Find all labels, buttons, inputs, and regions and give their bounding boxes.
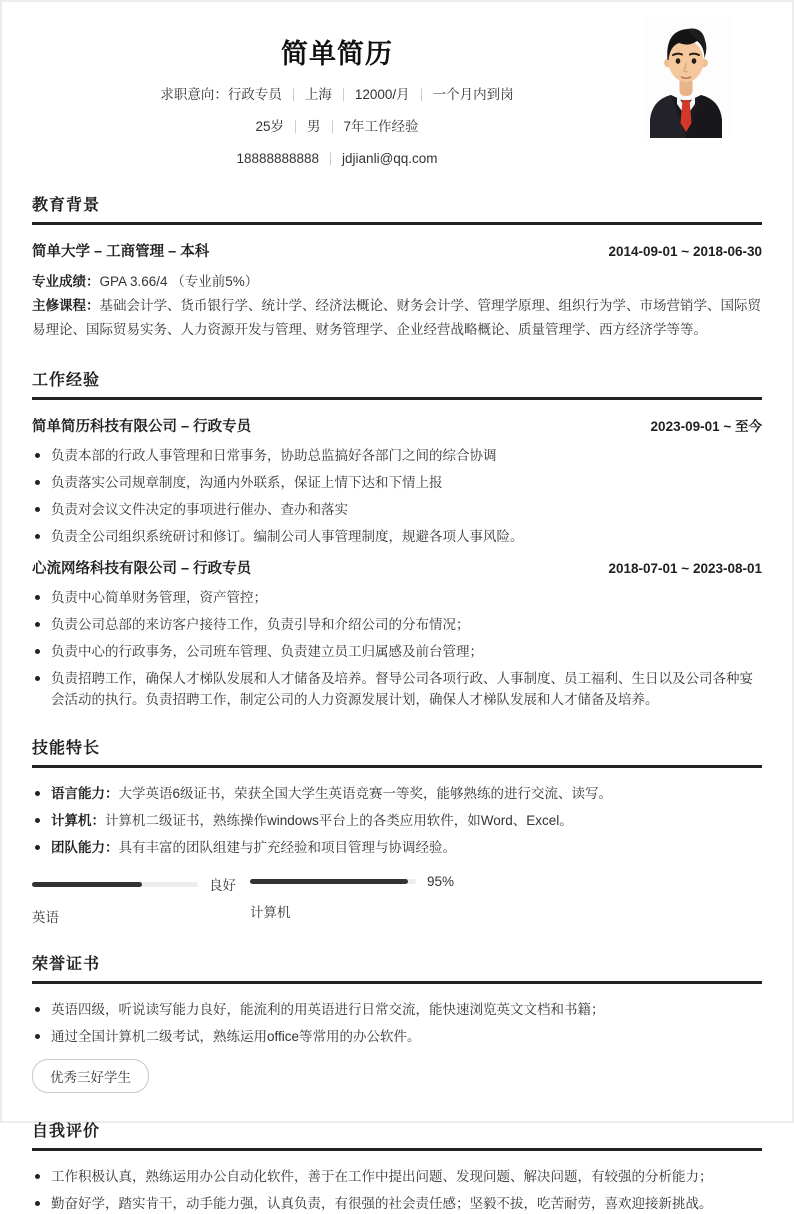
- section-education: [32, 192, 762, 342]
- job-duty: 负责中心简单财务管理，资产管控；: [32, 587, 762, 608]
- intent-salary: 12000/月: [354, 87, 410, 102]
- email-address: jdjianli@qq.com: [342, 151, 438, 166]
- job-duty: 负责对会议文件决定的事项进行催办、查办和落实: [32, 499, 762, 520]
- separator: [330, 152, 331, 165]
- age: 25岁: [255, 119, 284, 134]
- job-duty: 负责招聘工作，确保人才梯队发展和人才储备及培养。督导公司各项行政、人事制度、员工福利、生日以及公司各种宴会活动的执行。负责招聘工作，制定公司的人力资源发展计划，确保人才梯队发展和人才储备及培养。: [32, 668, 762, 710]
- contact-line-intent: [32, 86, 642, 103]
- skill-bars-row: [32, 874, 762, 926]
- skill-level-label: 良好: [209, 878, 236, 893]
- evaluation-item: 勤奋好学，踏实肯干，动手能力强，认真负责，有很强的社会责任感；坚毅不拔，吃苦耐劳，喜欢迎接新挑战。: [32, 1193, 762, 1214]
- section-divider: [32, 222, 762, 225]
- section-honors: [32, 951, 762, 1093]
- job-date-range: 2023-09-01 ~ 至今: [650, 419, 762, 434]
- skill-text: 大学英语6级证书，荣获全国大学生英语竞赛一等奖，能够熟练的进行交流、读写。: [118, 786, 613, 801]
- skill-text: 计算机二级证书，熟练操作windows平台上的各类应用软件，如Word、Excel。: [105, 813, 573, 828]
- section-experience: [32, 367, 762, 710]
- section-title: 教育背景: [32, 197, 101, 214]
- skill-bar-computer: [250, 874, 468, 926]
- skill-level-label: 95%: [427, 874, 455, 889]
- job-duty: 负责落实公司规章制度，沟通内外联系，保证上情下达和下情上报: [32, 472, 762, 493]
- progress-bar-track: [250, 879, 416, 884]
- work-years: 7年工作经验: [343, 119, 419, 134]
- section-title: 荣誉证书: [32, 956, 101, 973]
- profile-photo: [642, 16, 730, 138]
- section-divider: [32, 397, 762, 400]
- job-entry-header: [32, 415, 762, 436]
- honors-list: [32, 999, 762, 1047]
- education-entry-header: [32, 240, 762, 261]
- gpa-line: [32, 270, 762, 294]
- separator: [332, 120, 333, 133]
- progress-bar-fill: [32, 882, 142, 887]
- separator: [343, 88, 344, 101]
- section-divider: [32, 981, 762, 984]
- skill-label: 团队能力：: [51, 840, 119, 855]
- section-skills: [32, 735, 762, 926]
- courses-value: 基础会计学、货币银行学、统计学、经济法概论、财务会计学、管理学原理、组织行为学、市场营销学、国际贸易理论、国际贸易实务、人力资源开发与管理、财务管理学、企业经营战略概论、质量管理学、西方经济学等等。: [32, 298, 761, 337]
- intent-city: 上海: [304, 87, 332, 102]
- education-date-range: 2014-09-01 ~ 2018-06-30: [608, 244, 762, 259]
- honor-item: 通过全国计算机二级考试，熟练运用office等常用的办公软件。: [32, 1026, 762, 1047]
- courses-label: 主修课程：: [32, 298, 100, 313]
- contact-line-profile: [32, 118, 642, 135]
- separator: [295, 120, 296, 133]
- header-main: [32, 24, 642, 167]
- separator: [293, 88, 294, 101]
- skills-list: [32, 783, 762, 858]
- job-duty: 负责本部的行政人事管理和日常事务，协助总监搞好各部门之间的综合协调: [32, 445, 762, 466]
- school-name: 简单大学 – 工商管理 – 本科: [32, 244, 210, 260]
- job-entry: [32, 557, 762, 710]
- intent-availability: 一个月内到岗: [432, 87, 514, 102]
- progress-bar-track: [32, 882, 198, 887]
- phone-number: 18888888888: [236, 151, 320, 166]
- job-duty: 负责公司总部的来访客户接待工作，负责引导和介绍公司的分布情况；: [32, 614, 762, 635]
- job-entry-header: [32, 557, 762, 578]
- section-divider: [32, 765, 762, 768]
- gpa-value: GPA 3.66/4 （专业前5%）: [99, 274, 259, 289]
- skill-bar-english: [32, 874, 250, 926]
- honor-item: 英语四级，听说读写能力良好，能流利的用英语进行日常交流，能快速浏览英文文档和书籍；: [32, 999, 762, 1020]
- job-duties-list: [32, 445, 762, 547]
- courses-line: [32, 294, 762, 342]
- section-title: 技能特长: [32, 740, 101, 757]
- job-duty: 负责全公司组织系统研讨和修订。编制公司人事管理制度，规避各项人事风险。: [32, 526, 762, 547]
- skill-item: [32, 810, 762, 831]
- job-duty: 负责中心的行政事务，公司班车管理、负责建立员工归属感及前台管理；: [32, 641, 762, 662]
- evaluation-list: [32, 1166, 762, 1214]
- company-title: 简单简历科技有限公司 – 行政专员: [32, 419, 252, 435]
- honor-tags-row: [32, 1059, 762, 1093]
- gender: 男: [307, 119, 321, 134]
- section-title: 工作经验: [32, 372, 101, 389]
- evaluation-item: 工作积极认真，熟练运用办公自动化软件，善于在工作中提出问题、发现问题、解决问题，有较强的分析能力；: [32, 1166, 762, 1187]
- skill-label: 计算机：: [51, 813, 105, 828]
- separator: [421, 88, 422, 101]
- contact-line-contact: [32, 150, 642, 167]
- page-title: 简单简历: [281, 39, 393, 69]
- progress-bar-fill: [250, 879, 408, 884]
- job-date-range: 2018-07-01 ~ 2023-08-01: [608, 561, 762, 576]
- company-title: 心流网络科技有限公司 – 行政专员: [32, 561, 252, 577]
- honor-tag: 优秀三好学生: [32, 1059, 149, 1093]
- skill-text: 具有丰富的团队组建与扩充经验和项目管理与协调经验。: [118, 840, 456, 855]
- resume-header: [32, 24, 762, 167]
- skill-item: [32, 837, 762, 858]
- section-divider: [32, 1148, 762, 1151]
- skill-bar-name: 英语: [32, 910, 59, 925]
- section-evaluation: [32, 1118, 762, 1214]
- job-duties-list: [32, 587, 762, 710]
- section-title: 自我评价: [32, 1123, 101, 1140]
- skill-bar-name: 计算机: [250, 905, 291, 920]
- skill-label: 语言能力：: [51, 786, 119, 801]
- job-entry: [32, 415, 762, 547]
- intent-label: 求职意向：: [160, 87, 228, 102]
- intent-position: 行政专员: [227, 87, 282, 102]
- skill-item: [32, 783, 762, 804]
- gpa-label: 专业成绩：: [32, 274, 100, 289]
- profile-photo-illustration: [642, 16, 730, 138]
